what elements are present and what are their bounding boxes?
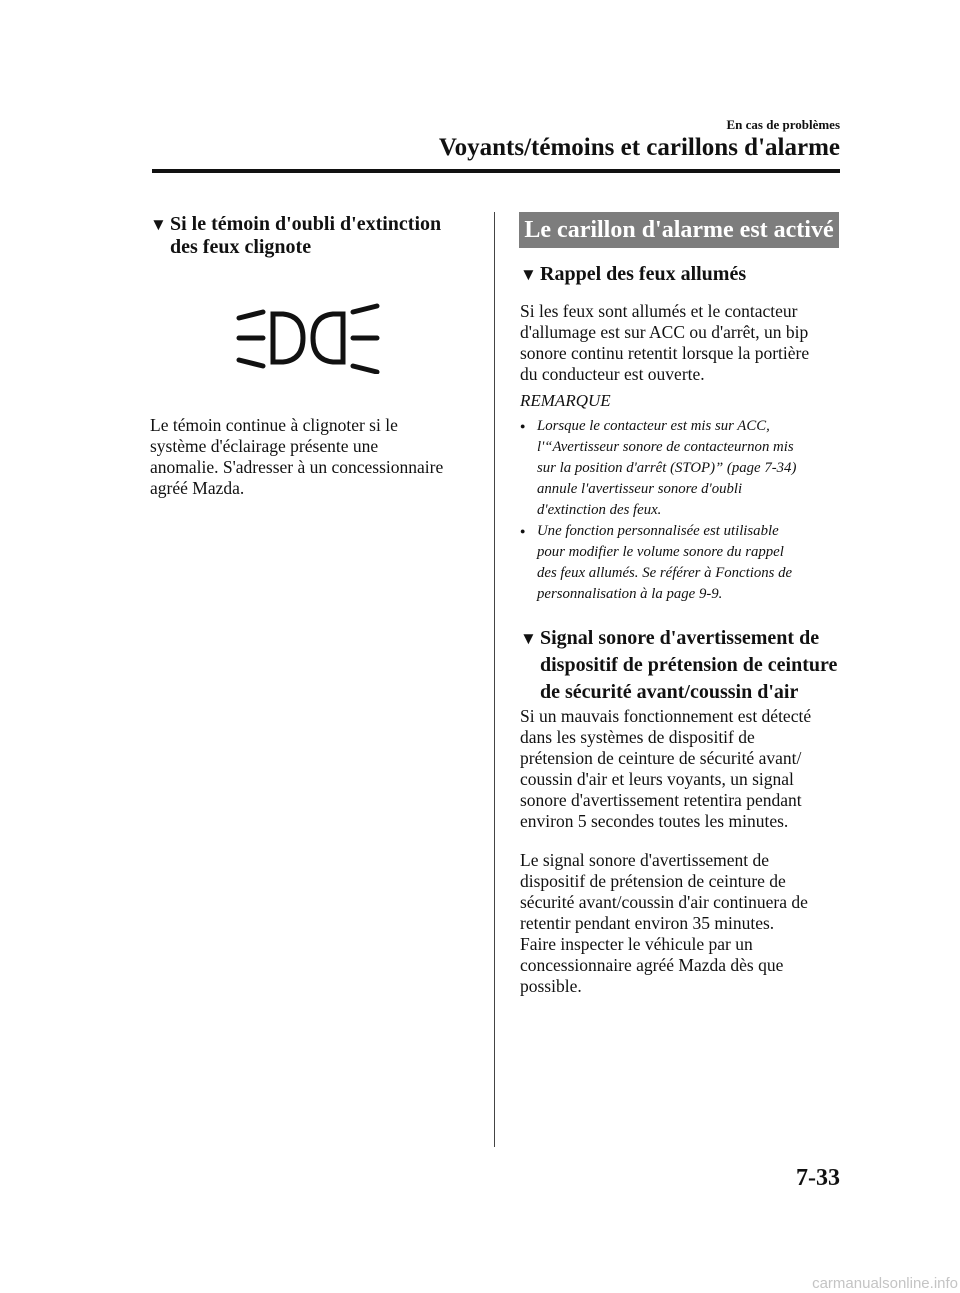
light-reminder-body: Si les feux sont allumés et le contacteur d'allumage est sur ACC ou d'arrêt, un bip sonore continu retentit lorsque la portière du conducteur est ouverte. [520,301,810,384]
remark-title: REMARQUE [520,391,611,410]
pretensioner-body-1: Si un mauvais fonctionnement est détecté dans les systèmes de dispositif de prétension de ceinture de sécurité avant/ coussin d'air et leurs voyants, un signal sonore d'avertissement retentira pendant environ 5 secondes toutes les minutes. [520,706,812,831]
section-label: En cas de problèmes [726,117,840,132]
left-body: Le témoin continue à clignoter si le système d'éclairage présente une anomalie. S'adresser à un concessionnaire agréé Mazda. [150,415,444,498]
triangle-bullet-icon: ▼ [520,265,537,284]
section-banner: Le carillon d'alarme est activé [519,212,839,248]
heading-pretensioner-airbag: ▼ Signal sonore d'avertissement de dispositif de prétension de ceinture de sécurité avant/coussin d'air [520,627,838,703]
page-number: 7-33 [796,1165,840,1191]
remark-notes [520,416,842,605]
headlight-reminder-icon [233,302,383,374]
column-divider [494,212,495,1147]
footer-watermark: carmanualsonline.info [812,1275,958,1292]
left-heading: ▼ Si le témoin d'oubli d'extinction des feux clignote [150,213,442,258]
header-rule [152,169,840,173]
heading-light-reminder: ▼ Rappel des feux allumés [520,263,747,285]
bullet-icon: ● [520,526,526,536]
triangle-bullet-icon: ▼ [150,215,167,234]
note-item: ● Une fonction personnalisée est utilisable pour modifier le volume sonore du rappel des feux allumés. Se référer à Fonctions de personnalisation à la page 9-9. [520,523,793,602]
triangle-bullet-icon: ▼ [520,629,537,648]
page-title: Voyants/témoins et carillons d'alarme [438,134,840,161]
bullet-icon: ● [520,421,526,431]
pretensioner-body-2: Le signal sonore d'avertissement de dispositif de prétension de ceinture de sécurité avant/coussin d'air continuera de retentir pendant environ 35 minutes. Faire inspecter le véhicule par un concessionnaire agréé Mazda dès que possible. [520,850,808,996]
note-item: ● Lorsque le contacteur est mis sur ACC, l'“Avertisseur sonore de contacteurnon mis sur la position d'arrêt (STOP)” (page 7-34) annule l'avertisseur sonore d'oubli d'extinction des feux. [520,418,797,518]
